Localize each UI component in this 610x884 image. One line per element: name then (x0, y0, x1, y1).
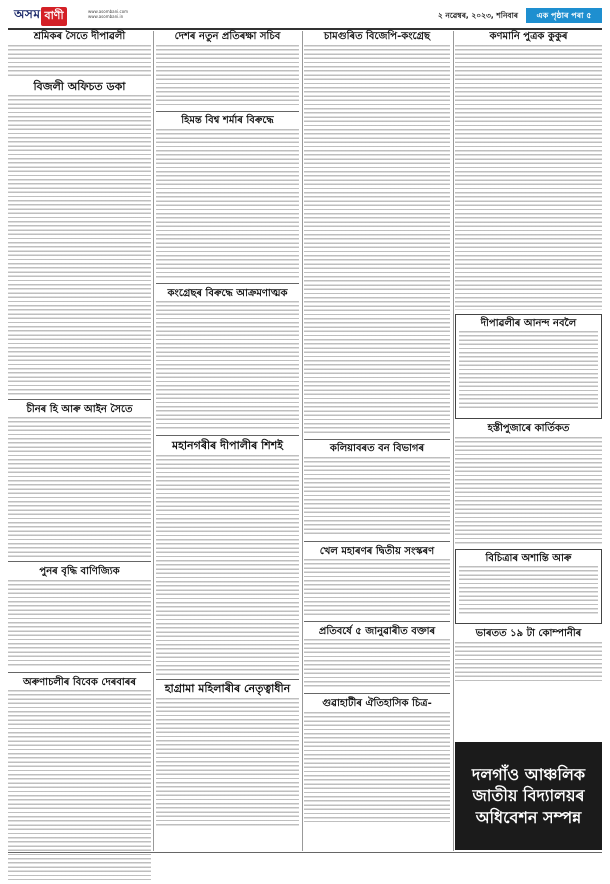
article-body (8, 417, 151, 557)
article-body (304, 559, 450, 617)
logo-meta (88, 9, 148, 19)
article-divider (8, 561, 151, 562)
article-body (156, 45, 299, 107)
news-column-4 (455, 31, 602, 688)
article-body (156, 129, 299, 279)
advertisement-box[interactable] (455, 742, 602, 850)
masthead (8, 6, 602, 28)
headline[interactable]: হিমন্ত বিশ্ব শৰ্মাৰ বিৰুদ্ধে (181, 115, 274, 127)
article-divider (304, 541, 450, 542)
article-divider (304, 621, 450, 622)
headline[interactable]: হাগ্ৰামা মহিলাৰীৰ নেতৃত্বাধীন (164, 682, 291, 696)
headline[interactable]: বিজলী অফিচত ডকা (33, 79, 126, 93)
masthead-divider (8, 28, 602, 30)
article-divider (156, 283, 299, 284)
headline[interactable]: প্ৰতিবৰ্ষে ৫ জানুৱাৰীত বক্তাৰ (318, 625, 436, 637)
news-column-2 (156, 31, 299, 832)
article-body (459, 331, 598, 411)
article-body (304, 45, 450, 435)
logo-secondary-text: বাণী (41, 7, 66, 26)
headline[interactable]: চামগুৰিত বিজেপি-কংগ্ৰেছ (323, 31, 431, 42)
headline[interactable]: বিচিত্ৰাৰ অশান্তি আৰু (485, 552, 572, 564)
article-body (459, 566, 598, 616)
headline[interactable]: ভাৰতত ১৯ টা কোম্পানীৰ (475, 628, 582, 639)
article-divider (8, 399, 151, 400)
article-body (8, 580, 151, 668)
advertisement-text: দলগাঁও আঞ্চলিক জাতীয় বিদ্যালয়ৰ অধিবেশন সম্পন্ন (471, 764, 586, 827)
headline[interactable]: দীপাৱলীৰ আনন্দ নবলৈ (480, 317, 577, 329)
headline[interactable]: হস্তীপুজাৰে কাৰ্তিকত (487, 423, 570, 434)
headline[interactable]: কণমানি পুত্ৰক কুকুৰ (489, 31, 568, 42)
column-divider (302, 31, 303, 851)
article-body (455, 642, 602, 684)
news-column-1 (8, 31, 151, 884)
article-divider (8, 672, 151, 673)
article-body (8, 45, 151, 77)
article-body (455, 45, 602, 310)
news-column-3 (304, 31, 450, 826)
article-divider (304, 439, 450, 440)
logo-meta-line2: www.asombani.in (88, 14, 124, 19)
article-body (156, 301, 299, 431)
footer-rule (8, 852, 602, 853)
boxed-article (455, 549, 602, 625)
article-body (304, 457, 450, 537)
article-body (455, 437, 602, 545)
boxed-article (455, 314, 602, 420)
headline[interactable]: খেল মহাৰণৰ দ্বিতীয় সংস্কৰণ (319, 545, 435, 557)
issue-date: ২ নৱেম্বৰ, ২০২৩, শনিবাৰ (437, 11, 518, 20)
article-body (156, 455, 299, 675)
column-divider (153, 31, 154, 851)
article-divider (156, 111, 299, 112)
article-body (304, 639, 450, 689)
column-divider (453, 31, 454, 851)
article-body (156, 698, 299, 828)
article-body (8, 95, 151, 395)
headline[interactable]: শ্ৰমিকৰ সৈতে দীপাৱলী (33, 31, 126, 42)
headline[interactable]: কংগ্ৰেছৰ বিৰুদ্ধে আক্ৰমণাত্মক (167, 287, 288, 299)
newspaper-logo[interactable] (14, 8, 67, 24)
headline[interactable]: অৰুণাচলীৰ বিবেক দেৰবাৰৰ (22, 676, 137, 688)
headline[interactable]: পুনৰ বৃদ্ধি বাণিজ্যিক (39, 566, 120, 578)
headline[interactable]: মহানগৰীৰ দীপালীৰ শিশই (171, 438, 284, 452)
logo-primary-text: অসম (14, 7, 41, 21)
article-body (304, 712, 450, 822)
article-divider (304, 693, 450, 694)
page-number-tag: এক পৃষ্ঠাৰ পৰা ৫ (526, 8, 602, 23)
headline[interactable]: কলিয়াবৰত বন বিভাগৰ (329, 443, 425, 455)
headline[interactable]: দেশৰ নতুন প্ৰতিৰক্ষা সচিব (174, 31, 281, 42)
headline[interactable]: গুৱাহাটীৰ ঐতিহাসিক চিত্ৰ- (322, 698, 432, 710)
article-divider (156, 435, 299, 436)
headline[interactable]: চীনৰ হি আৰু আইন সৈতে (26, 403, 133, 415)
article-divider (156, 679, 299, 680)
logo-meta-line1: www.asombani.com (88, 9, 129, 14)
